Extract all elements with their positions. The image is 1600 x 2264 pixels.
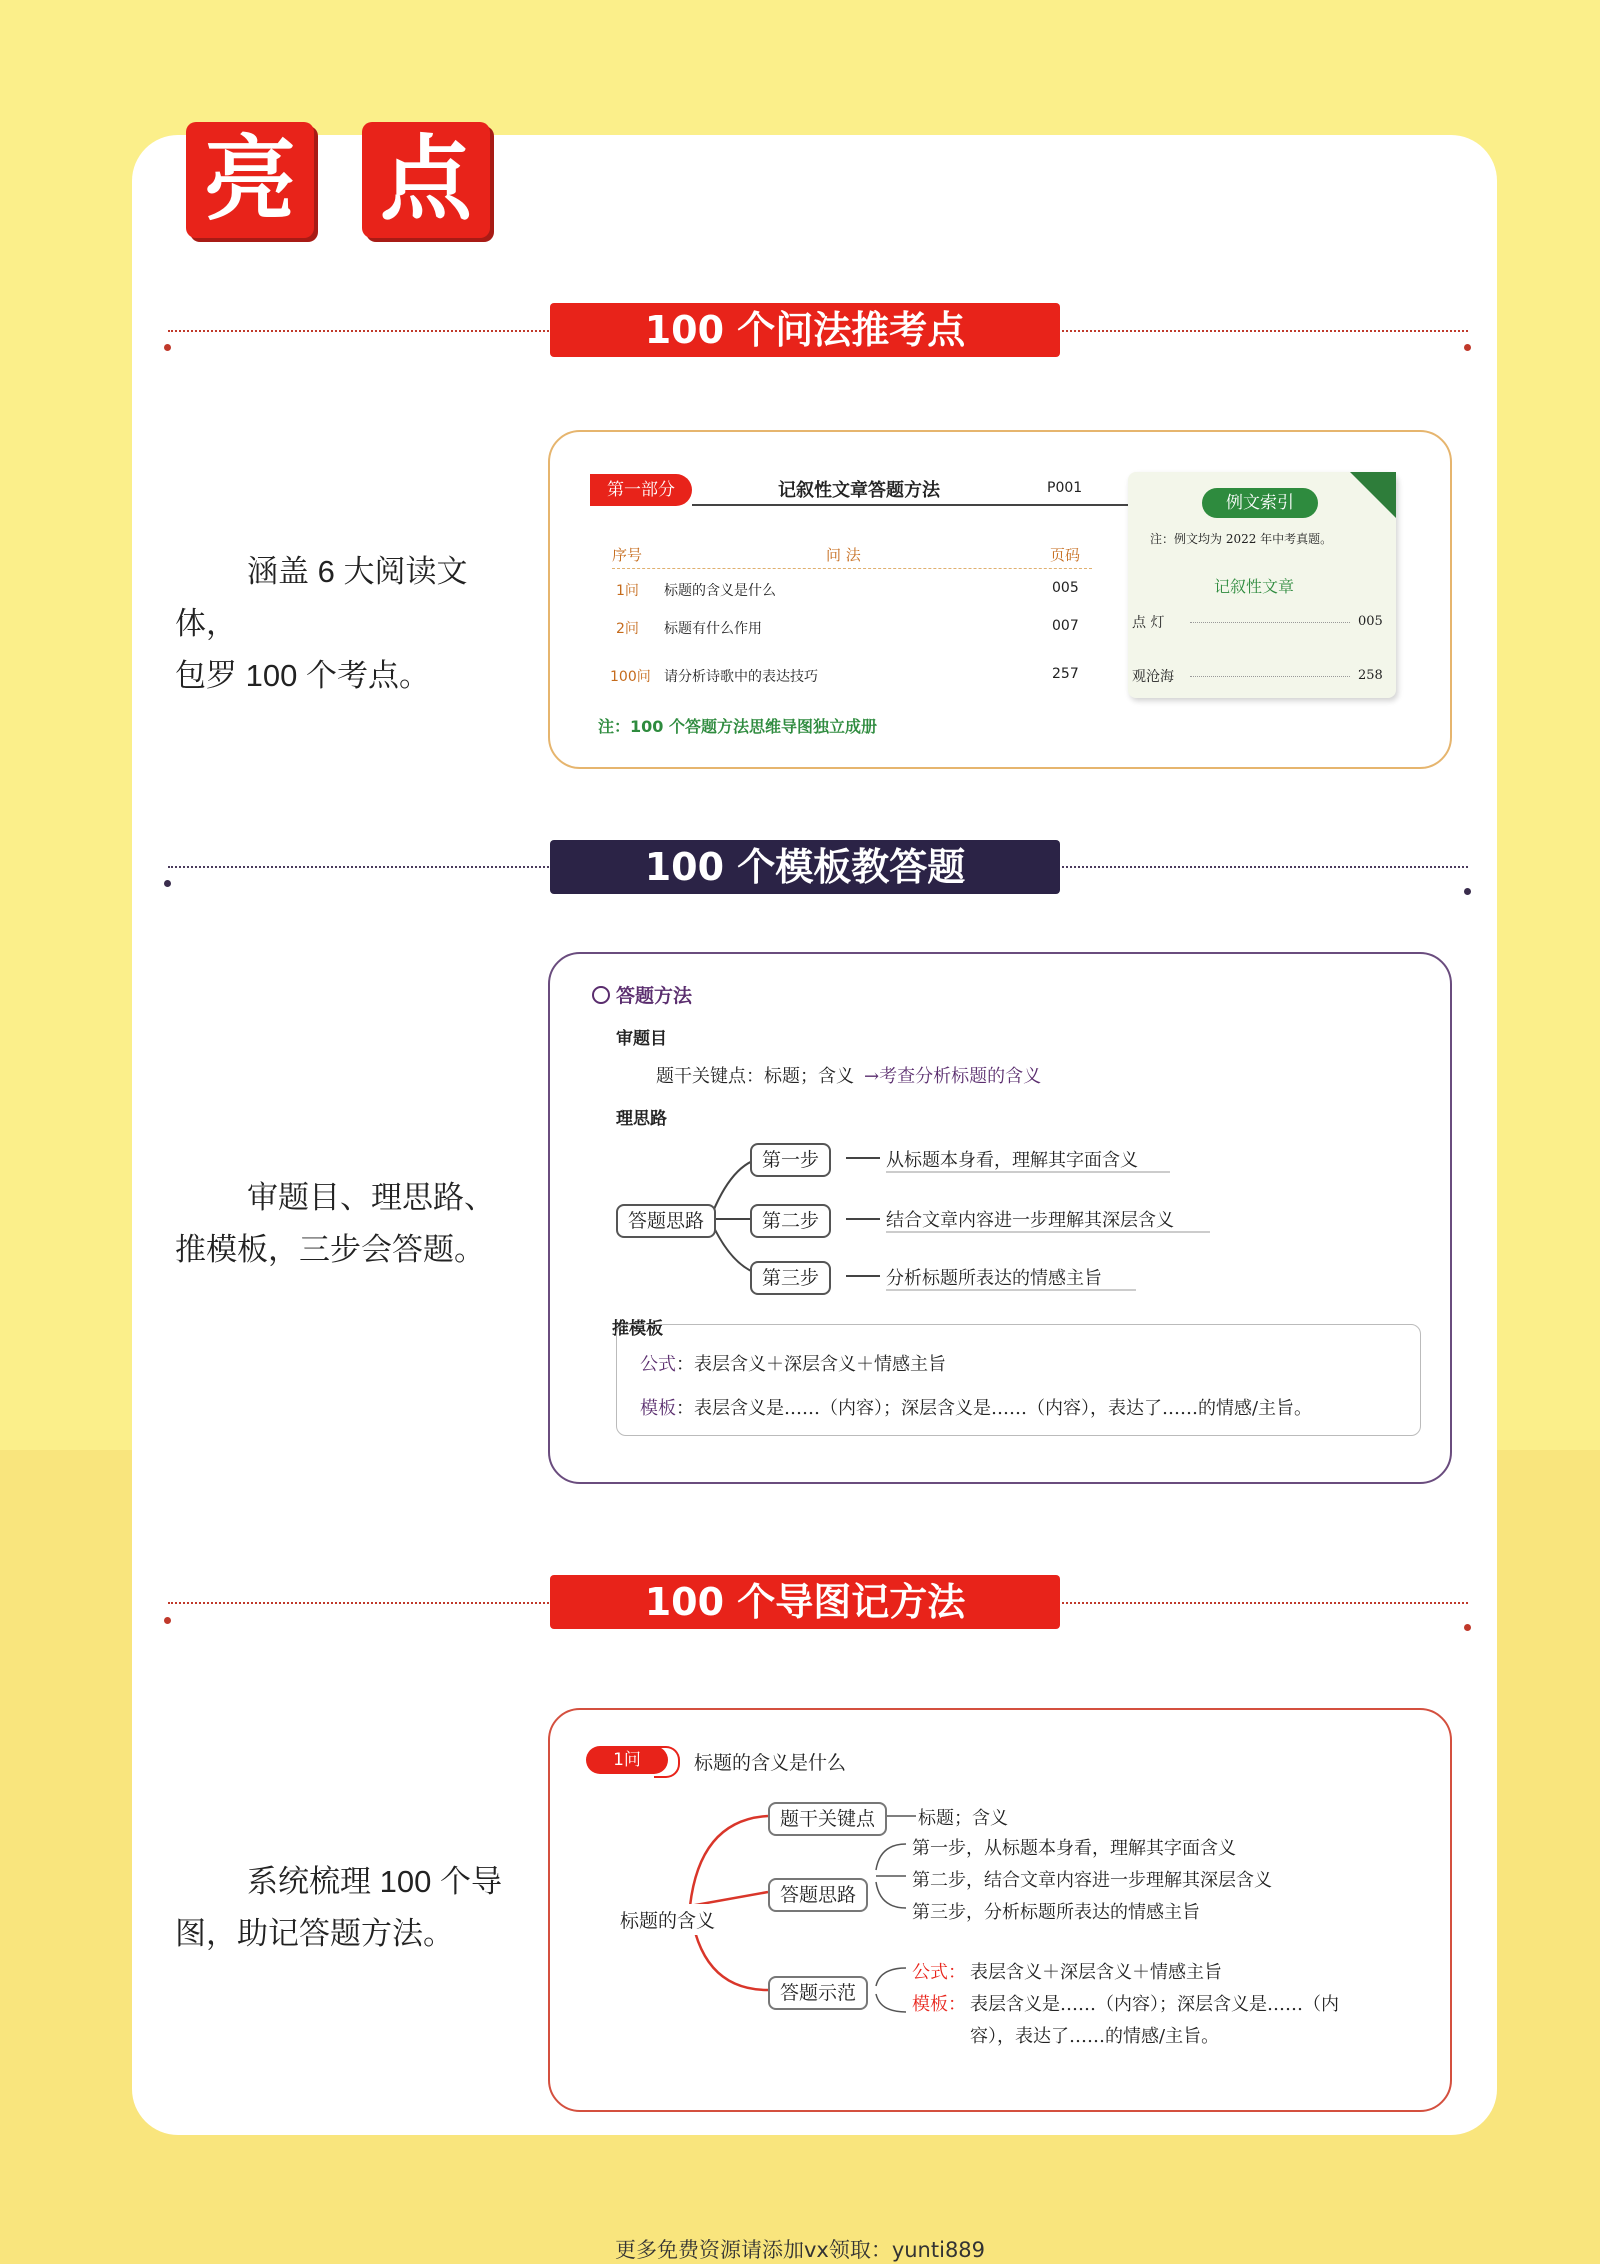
formula-text: ：表层含义＋深层含义＋情感主旨 [676, 1354, 946, 1375]
sample-toc-box [548, 430, 1452, 769]
step-text: 分析标题所表达的情感主旨 [886, 1268, 1102, 1289]
index-card-corner [1350, 472, 1396, 518]
keypoint-arrow-text: →考查分析标题的含义 [864, 1066, 1042, 1087]
row-page: 007 [1052, 618, 1079, 634]
section-description [175, 546, 525, 702]
index-item-name: 观沧海 [1132, 669, 1174, 685]
index-item-page: 005 [1358, 614, 1383, 629]
divider-right [1058, 866, 1468, 868]
section-banner: 100 个导图记方法 [550, 1575, 1060, 1629]
index-category: 记叙性文章 [1214, 577, 1295, 596]
step-node: 第一步 [750, 1143, 831, 1177]
desc-line-2: 推模板，三步会答题。 [175, 1232, 485, 1267]
branch-text: 标题；含义 [918, 1808, 1008, 1829]
sample-template-box [548, 952, 1452, 1484]
index-title: 例文索引 [1202, 488, 1318, 518]
col-header-page: 页码 [1050, 546, 1081, 564]
section-banner: 100 个模板教答题 [550, 840, 1060, 894]
template-text: ：表层含义是……（内容）；深层含义是……（内容），表达了……的情感/主旨。 [676, 1398, 1313, 1419]
divider-right [1058, 1602, 1468, 1604]
center-node: 答题思路 [616, 1204, 716, 1238]
desc-line-1: 系统梳理 100 个导 [247, 1864, 502, 1899]
step-text: 结合文章内容进一步理解其深层含义 [886, 1210, 1174, 1231]
branch-item: 第二步，结合文章内容进一步理解其深层含义 [912, 1870, 1272, 1891]
divider-dot [1464, 1624, 1471, 1631]
method-title: 答题方法 [616, 985, 693, 1007]
part-tag: 第一部分 [590, 474, 692, 506]
step-node: 第三步 [750, 1261, 831, 1295]
desc-line-1: 审题目、理思路、 [247, 1180, 495, 1215]
divider-dot [164, 1617, 171, 1624]
template-text-line2: 容），表达了……的情感/主旨。 [970, 2026, 1220, 2047]
desc-line-2: 图，助记答题方法。 [175, 1916, 454, 1951]
branch-item: 第三步，分析标题所表达的情感主旨 [912, 1902, 1200, 1923]
sample-mindmap-box [548, 1708, 1452, 2112]
row-no: 100问 [610, 669, 651, 685]
question-title: 标题的含义是什么 [694, 1752, 847, 1774]
divider-left [168, 330, 553, 332]
row-question: 请分析诗歌中的表达技巧 [664, 669, 818, 685]
row-no: 1问 [616, 583, 639, 599]
step-heading: 理思路 [616, 1109, 667, 1129]
title-char-2: 点 [362, 122, 490, 238]
row-question: 标题有什么作用 [664, 621, 762, 637]
title-char-1: 亮 [186, 122, 314, 238]
formula-label: 公式 [640, 1354, 676, 1375]
divider-dot [164, 880, 171, 887]
divider-dot [164, 344, 171, 351]
footer-note: 更多免费资源请添加vx领取：yunti889 [614, 2238, 986, 2262]
toc-note: 注：100 个答题方法思维导图独立成册 [598, 717, 877, 736]
row-page: 257 [1052, 666, 1079, 682]
index-leader [1190, 676, 1350, 677]
branch-item: 第一步，从标题本身看，理解其字面含义 [912, 1838, 1236, 1859]
step-node: 第二步 [750, 1204, 831, 1238]
col-header-rule [612, 568, 1092, 569]
step-heading: 审题目 [616, 1029, 667, 1049]
index-leader [1190, 622, 1350, 623]
index-item-name: 点 灯 [1132, 615, 1165, 631]
page-ref: P001 [1047, 480, 1083, 496]
step-text: 从标题本身看，理解其字面含义 [886, 1150, 1138, 1171]
template-text-line1: 表层含义是……（内容）；深层含义是……（内 [970, 1994, 1339, 2015]
index-item-page: 258 [1358, 668, 1383, 683]
template-label: 模板： [912, 1994, 966, 2015]
index-note: 注：例文均为 2022 年中考真题。 [1150, 532, 1333, 546]
desc-line-2: 包罗 100 个考点。 [175, 658, 430, 693]
question-tag: 1问 [586, 1746, 668, 1774]
col-header-no: 序号 [612, 546, 643, 564]
section-description [175, 1172, 525, 1276]
divider-dot [1464, 888, 1471, 895]
divider-right [1058, 330, 1468, 332]
row-page: 005 [1052, 580, 1079, 596]
row-question: 标题的含义是什么 [664, 583, 776, 599]
branch-node: 答题示范 [768, 1976, 868, 2010]
toc-title: 记叙性文章答题方法 [778, 480, 940, 501]
keypoint-text: 题干关键点：标题；含义 [656, 1066, 854, 1087]
divider-left [168, 866, 553, 868]
template-label: 模板 [640, 1398, 676, 1419]
divider-left [168, 1602, 553, 1604]
row-no: 2问 [616, 621, 639, 637]
section-banner: 100 个问法推考点 [550, 303, 1060, 357]
divider-dot [1464, 344, 1471, 351]
header-rule [692, 504, 1162, 506]
step-heading: 推模板 [612, 1319, 663, 1339]
branch-node: 题干关键点 [768, 1802, 887, 1836]
branch-node: 答题思路 [768, 1878, 868, 1912]
desc-line-1: 涵盖 6 大阅读文体， [175, 554, 468, 641]
formula-text: 表层含义＋深层含义＋情感主旨 [970, 1962, 1222, 1983]
section-description [175, 1856, 525, 1960]
col-header-question: 问 法 [826, 546, 861, 564]
formula-label: 公式： [912, 1962, 966, 1983]
root-node: 标题的含义 [616, 1904, 719, 1935]
